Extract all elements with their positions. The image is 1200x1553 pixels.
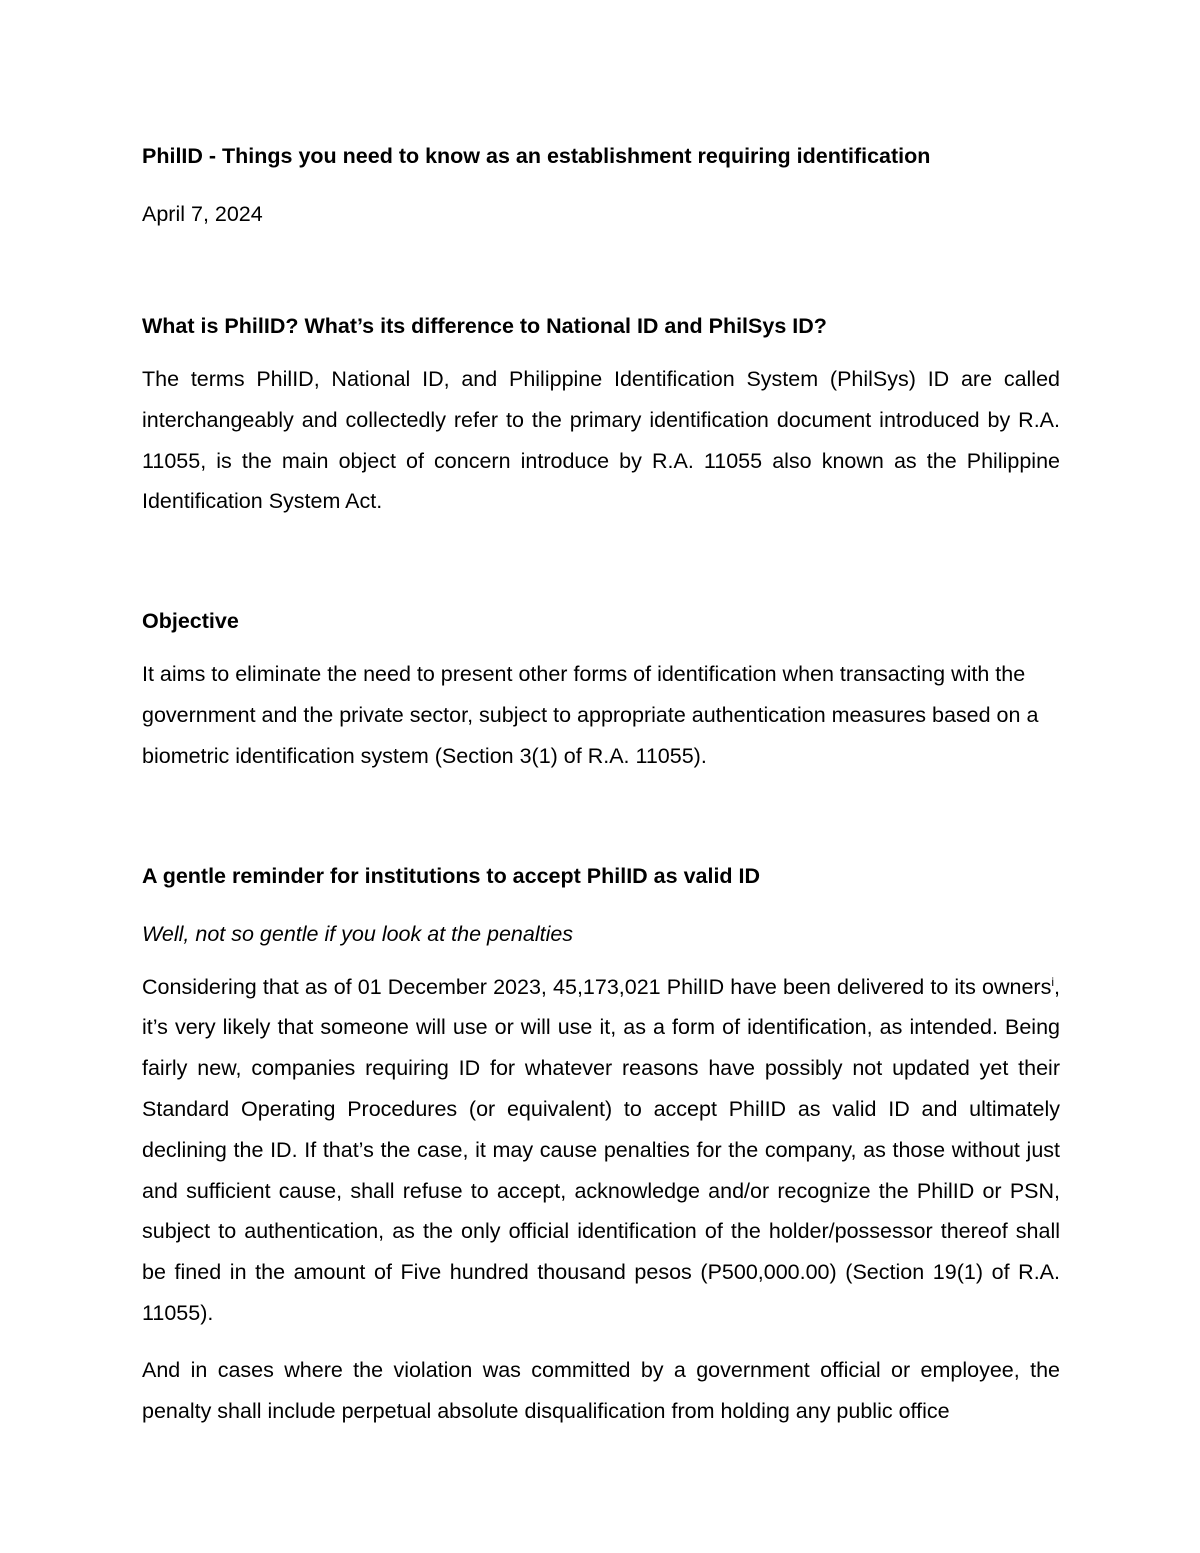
paragraph-text-part1: Considering that as of 01 December 2023, 45,173,021 PhilID have been delivered to its owners: [142, 974, 1052, 999]
section-paragraph-objective: It aims to eliminate the need to present other forms of identification when transacting with the government and the private sector, subject to appropriate authentication measures based on a biometric identification system (Section 3(1) of R.A. 11055).: [142, 662, 1039, 768]
document-title: PhilID - Things you need to know as an establishment requiring identification: [142, 144, 931, 168]
document-page: [142, 142, 1060, 1431]
section-subtitle-penalties: Well, not so gentle if you look at the penalties: [142, 921, 574, 946]
paragraph-text-part2: , it’s very likely that someone will use or will use it, as a form of identification, as intended. Being fairly new, companies requiring ID for whatever reasons have possibly not updated yet their Standard Operating Procedures (or equivalent) to accept PhilID as valid ID and ultimately declining the ID. If that’s the case, it may cause penalties for the company, as those without just and sufficient cause, shall refuse to accept, acknowledge and/or recognize the PhilID or PSN, subject to authentication, as the only official identification of the holder/possessor thereof shall be fined in the amount of Five hundred thousand pesos (P500,000.00) (Section 19(1) of R.A. 11055).: [142, 974, 1060, 1325]
section-paragraph-government-official: And in cases where the violation was committed by a government official or employee, the penalty shall include perpetual absolute disqualification from holding any public office: [142, 1357, 1060, 1423]
section-paragraph-what-is-philid: The terms PhilID, National ID, and Philippine Identification System (PhilSys) ID are called interchangeably and collectedly refer to the primary identification document introduced by R.A. 11055, is the main object of concern introduce by R.A. 11055 also known as the Philippine Identification System Act.: [142, 367, 1060, 514]
section-heading-what-is-philid: What is PhilID? What’s its difference to National ID and PhilSys ID?: [142, 314, 827, 338]
footnote-marker[interactable]: i: [1051, 974, 1055, 989]
section-paragraph-penalties: [142, 967, 1060, 1334]
document-date: April 7, 2024: [142, 202, 263, 226]
section-heading-gentle-reminder: A gentle reminder for institutions to accept PhilID as valid ID: [142, 863, 761, 888]
section-heading-objective: Objective: [142, 609, 239, 634]
